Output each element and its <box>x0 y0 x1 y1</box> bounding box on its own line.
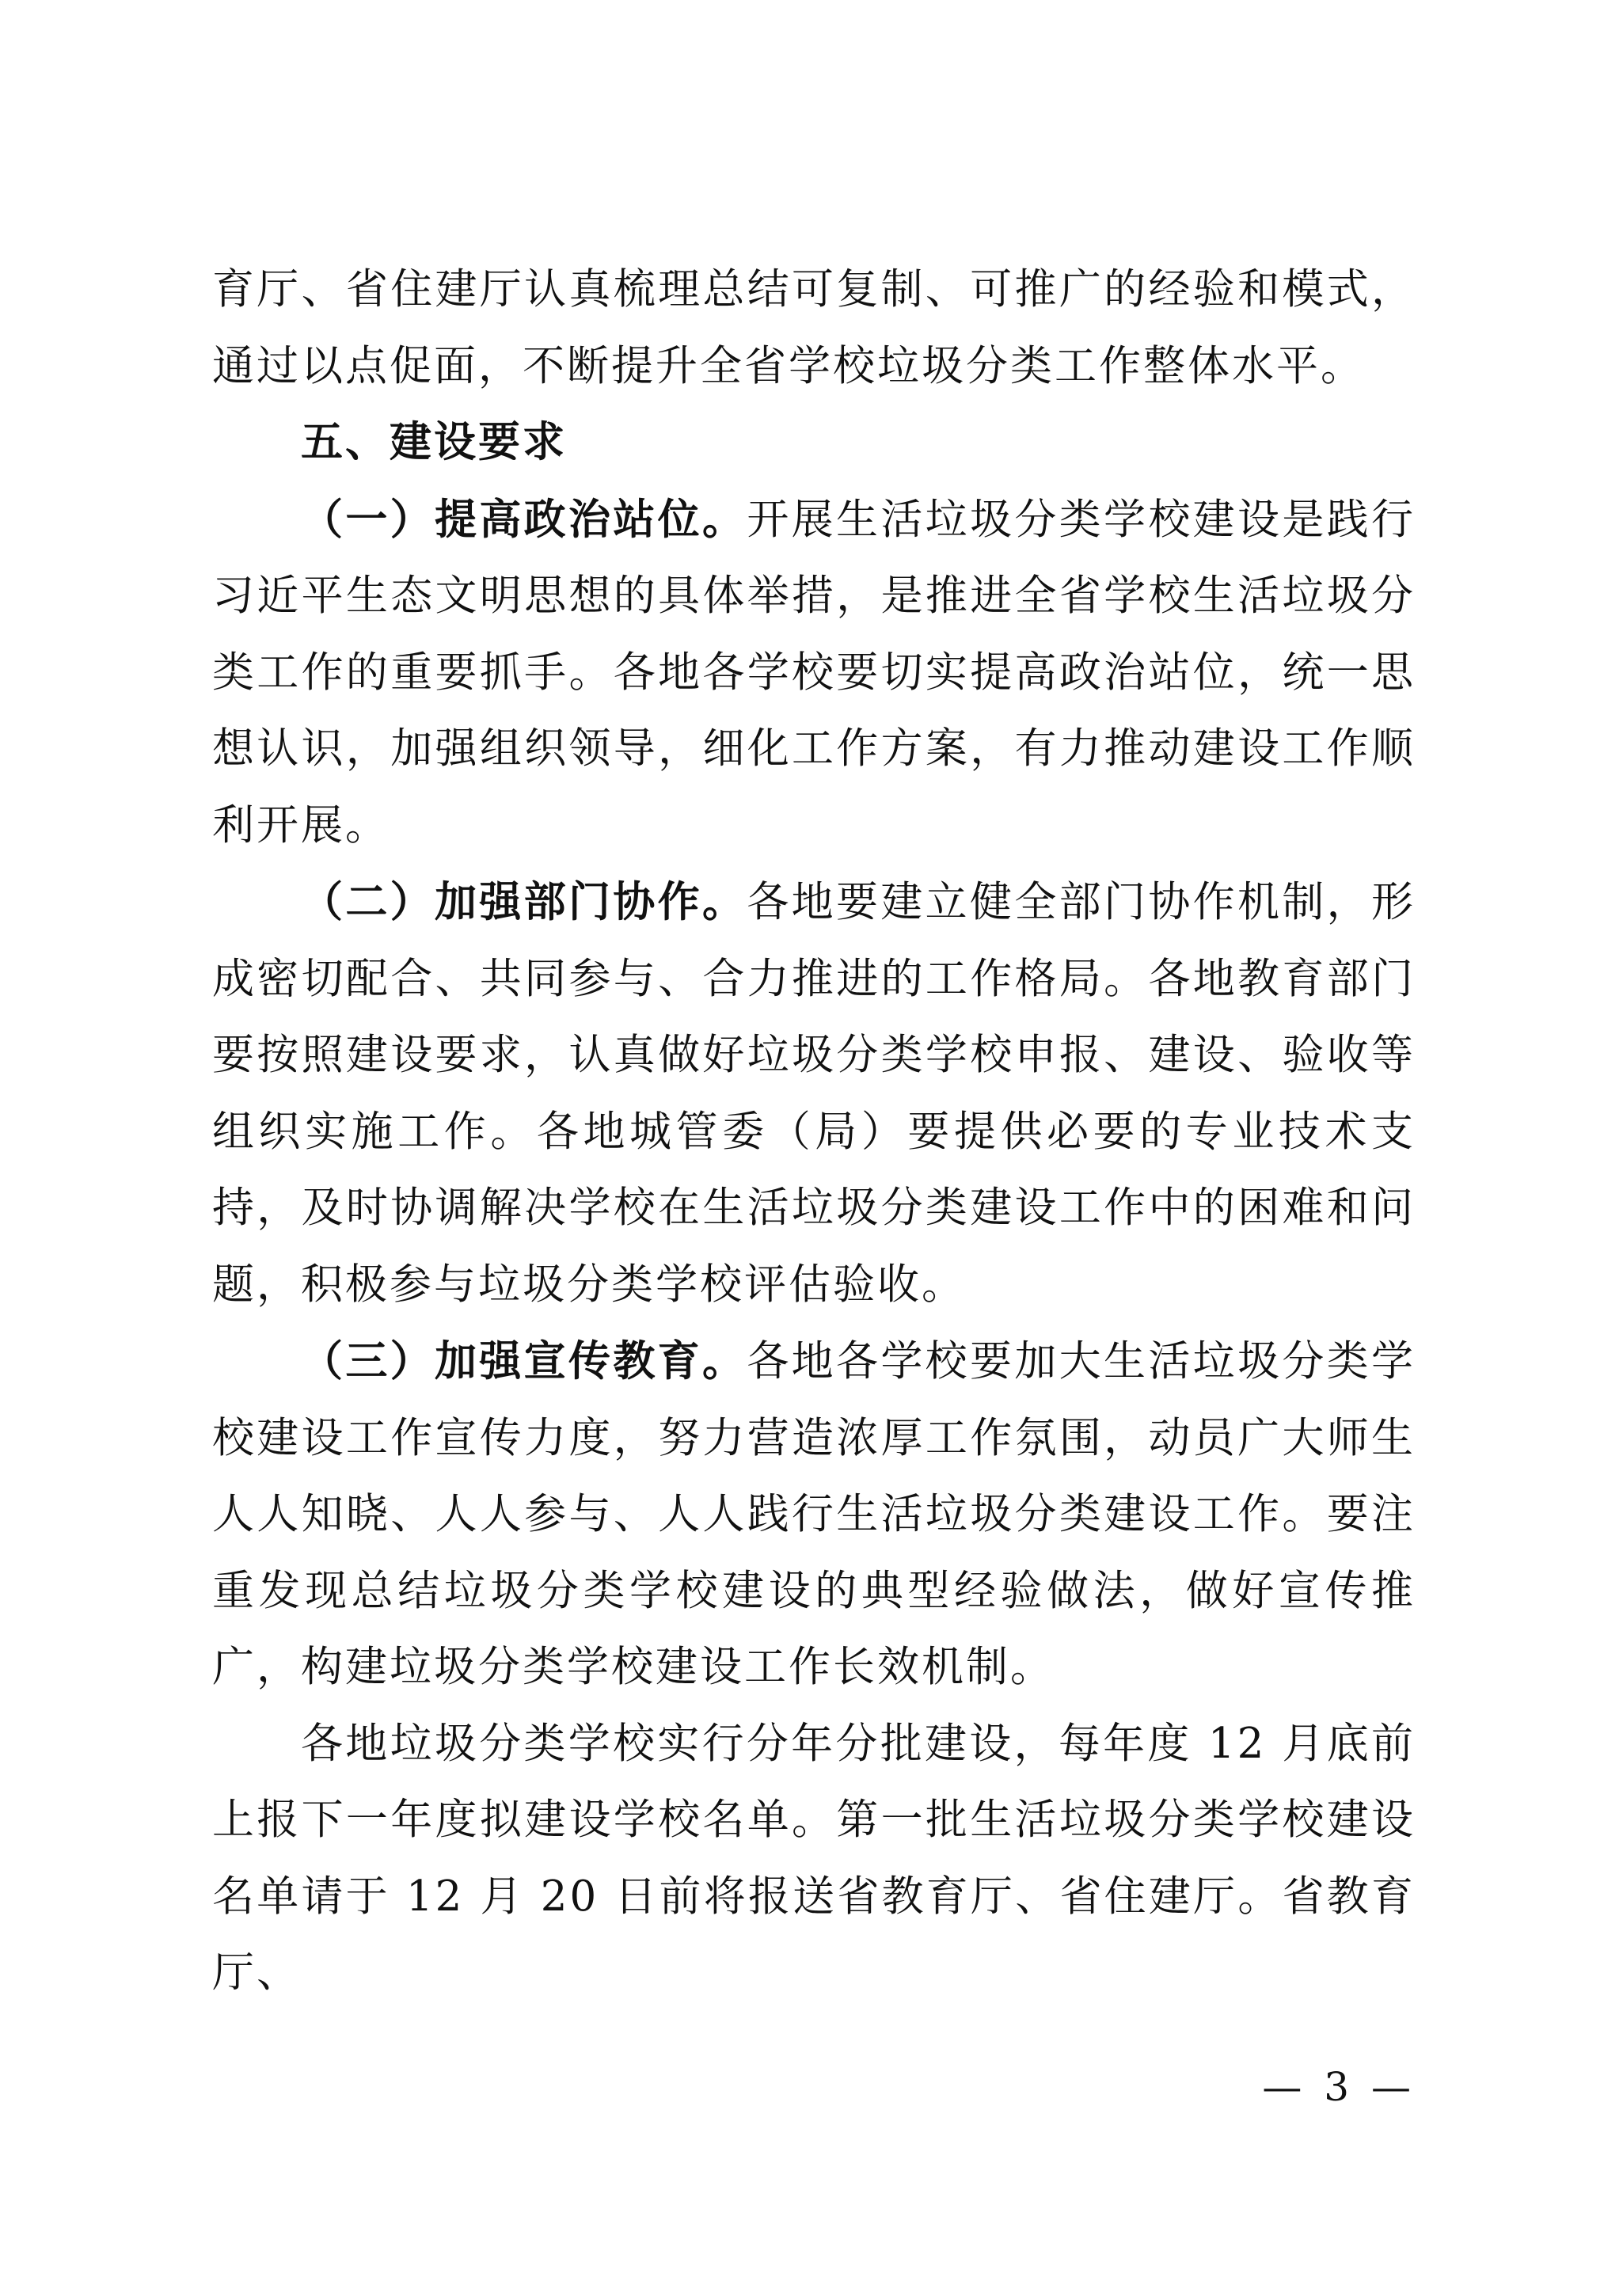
item-2-lead: （二）加强部门协作。 <box>301 877 747 926</box>
paragraph-closing: 各地垃圾分类学校实行分年分批建设，每年度 12 月底前上报下一年度拟建设学校名单。第一批生活垃圾分类学校建设名单请于 12 月 20 日前将报送省教育厅、省住建厅。省教育厅、 <box>212 1719 1416 1997</box>
paragraph-item-3 <box>212 1323 1416 1706</box>
item-1-body: 开展生活垃圾分类学校建设是践行习近平生态文明思想的具体举措，是推进全省学校生活垃圾分类工作的重要抓手。各地各学校要切实提高政治站位，统一思想认识，加强组织领导，细化工作方案，有力推动建设工作顺利开展。 <box>212 495 1416 850</box>
item-2-body: 各地要建立健全部门协作机制，形成密切配合、共同参与、合力推进的工作格局。各地教育部门要按照建设要求，认真做好垃圾分类学校申报、建设、验收等组织实施工作。各地城管委（局）要提供必要的专业技术支持，及时协调解决学校在生活垃圾分类建设工作中的困难和问题，积极参与垃圾分类学校评估验收。 <box>212 878 1416 1309</box>
paragraph-item-1 <box>212 481 1416 865</box>
page-number: — 3 — <box>1262 2064 1416 2110</box>
section-heading: 五、建设要求 <box>301 418 567 466</box>
item-3-body: 各地各学校要加大生活垃圾分类学校建设工作宣传力度，努力营造浓厚工作氛围，动员广大师生人人知晓、人人参与、人人践行生活垃圾分类建设工作。要注重发现总结垃圾分类学校建设的典型经验做法，做好宣传推广，构建垃圾分类学校建设工作长效机制。 <box>212 1337 1416 1691</box>
item-3-lead: （三）加强宣传教育。 <box>301 1336 747 1386</box>
paragraph-item-2 <box>212 864 1416 1323</box>
body-text <box>212 252 1416 2012</box>
paragraph-continuation: 育厅、省住建厅认真梳理总结可复制、可推广的经验和模式，通过以点促面，不断提升全省学校垃圾分类工作整体水平。 <box>212 265 1416 390</box>
item-1-lead: （一）提高政治站位。 <box>301 494 747 544</box>
